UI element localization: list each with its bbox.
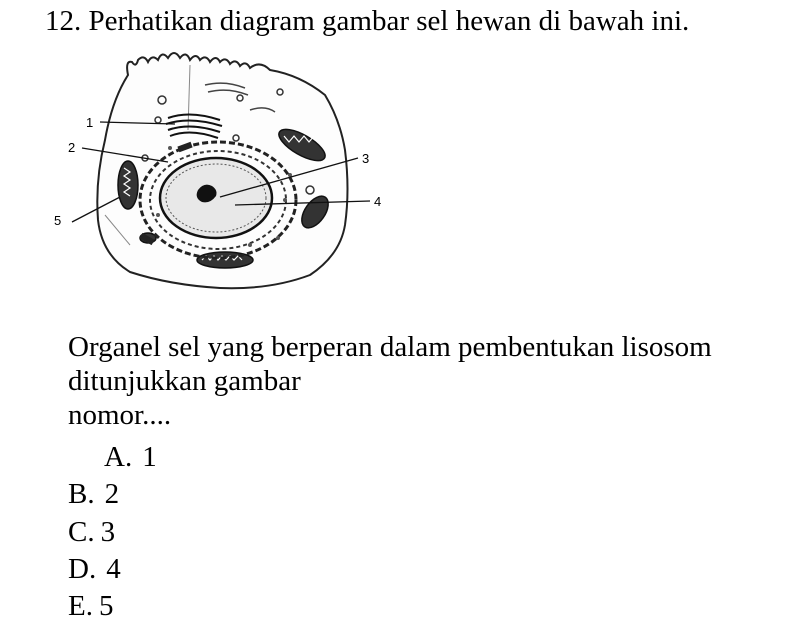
option-value: 5 xyxy=(98,590,114,622)
label-3: 3 xyxy=(362,151,370,166)
stem-line-2: ditunjukkan gambar xyxy=(68,365,301,397)
option-value: 2 xyxy=(104,478,120,510)
option-letter: D. xyxy=(68,553,97,585)
question-title: 12. Perhatikan diagram gambar sel hewan di bawah ini. xyxy=(45,5,690,37)
option-a[interactable] xyxy=(104,440,157,474)
option-letter: C. xyxy=(68,516,95,548)
option-value: 3 xyxy=(100,516,116,548)
option-c[interactable] xyxy=(68,515,115,549)
stem-line-1: Organel sel yang berperan dalam pembentukan lisosom xyxy=(68,331,712,363)
option-letter: B. xyxy=(68,478,95,510)
nucleus xyxy=(160,158,272,238)
option-e[interactable] xyxy=(68,589,113,623)
option-value: 4 xyxy=(106,553,121,585)
animal-cell-diagram xyxy=(40,40,410,295)
option-value: 1 xyxy=(142,441,157,473)
label-1: 1 xyxy=(86,115,94,130)
stem-line-3: nomor.... xyxy=(68,399,172,431)
label-4: 4 xyxy=(374,194,382,209)
question-stem xyxy=(68,330,788,432)
option-letter: A. xyxy=(104,441,133,473)
option-letter: E. xyxy=(68,590,93,622)
label-5: 5 xyxy=(54,213,62,228)
label-2: 2 xyxy=(68,140,76,155)
option-d[interactable] xyxy=(68,552,121,586)
animal-cell-illustration xyxy=(40,40,410,295)
option-b[interactable] xyxy=(68,477,119,511)
